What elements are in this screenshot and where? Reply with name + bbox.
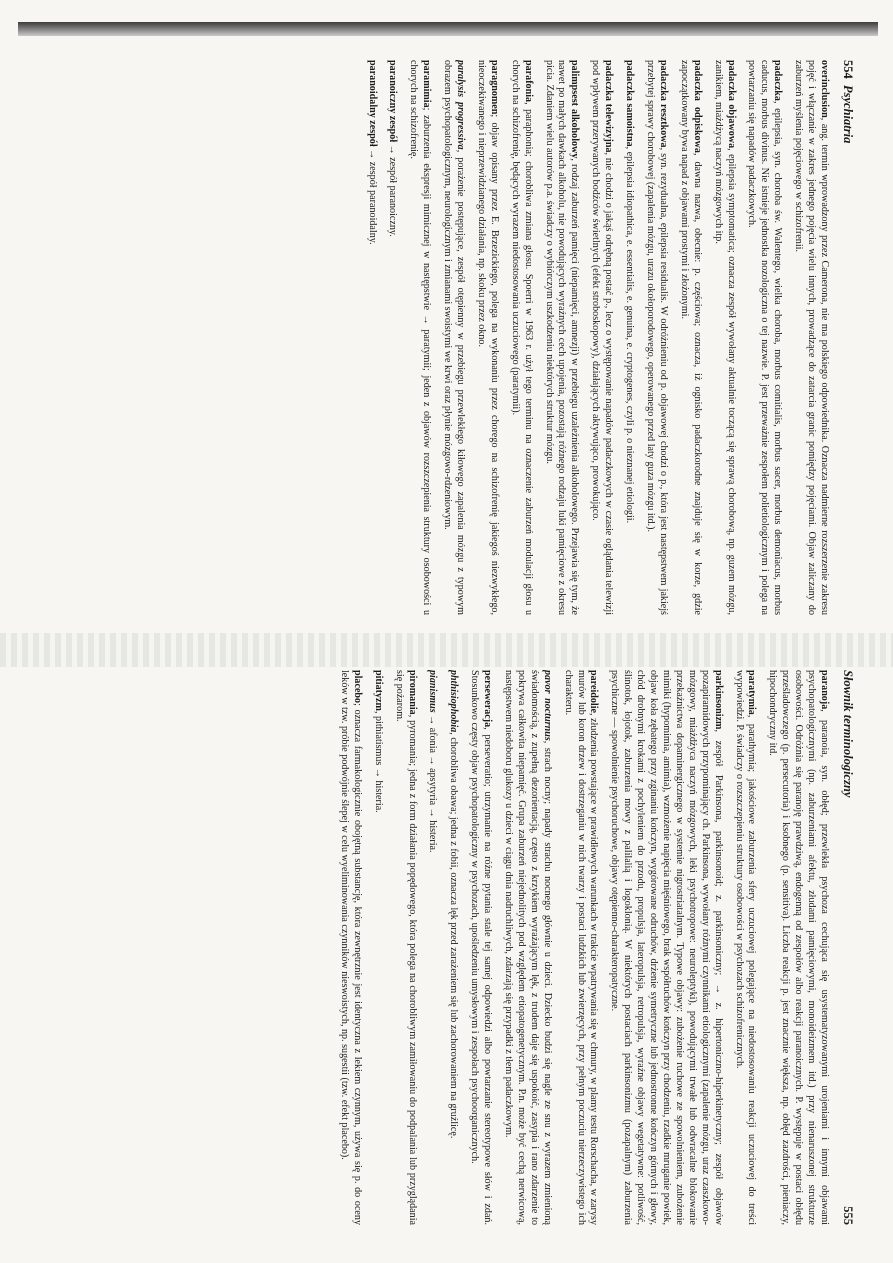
entry-definition: , złudzenia powstające w prawidłowych warunkach w trakcie wpatrywania się w chmury, w plamy testu Rorschacha, w zarysy murów lub koron drzew i dostrzeganiu w nich twarzy i postaci ludzkich lub zwierzęcych, przy pełnym poczuciu nierzeczywistego ich charakteru. bbox=[562, 670, 600, 1225]
entry-definition: , epilepsia symptomatica; oznacza zespół wywołany aktualnie toczącą się sprawą chorobową, np. guzem mózgu, zanikiem, miażdżycą naczyń mózgowych itp. bbox=[712, 60, 737, 615]
entry-term: piromania bbox=[406, 670, 418, 715]
entry-definition: ; oznacza farmakologicznie obojętną substancję, która zewnętrznie jest identyczna z lekiem czynnym, używa się p. do oceny leków w tzw. próbie podwójnie ślepej w celu wyeliminowania czynników nieswoistych, np. sugestii (tzw. efekt placebo). bbox=[338, 670, 363, 1225]
entry-definition: , nie chodzi o jakąś odrębną postać p., lecz o występowanie napadów padaczkowych w czasie oglądania telewizji pod wpływem przerywanych bodźców świetlnych (efekt stroboskopowy), działających aktywująco, prowokująco. bbox=[590, 60, 615, 615]
entry-definition: → afonia → apsytyria → histeria. bbox=[427, 712, 439, 853]
dictionary-entry bbox=[791, 60, 830, 615]
entry-term: paranoidalny zespół bbox=[366, 60, 378, 147]
dictionary-entry bbox=[608, 670, 724, 1225]
dictionary-entry bbox=[542, 60, 581, 615]
dictionary-entry bbox=[365, 60, 378, 615]
dictionary-entry bbox=[467, 670, 493, 1225]
dictionary-entry bbox=[745, 60, 784, 615]
entry-definition: , porażenie postępujące, zespół otępienny w przebiegu przewlekłego kiłowego zapalenia mózgu z typowym obrazem psychopatologicznym, neurologicznym i zmianami swoistymi we krwi oraz płynie mózgowo-rdzeniowym. bbox=[442, 60, 467, 615]
dictionary-entry bbox=[392, 670, 418, 1225]
dictionary-entry bbox=[711, 60, 737, 615]
dictionary-entry bbox=[371, 670, 384, 1225]
entry-term: padaczka samoistna bbox=[624, 60, 636, 147]
dictionary-entry bbox=[588, 60, 614, 615]
left-running-title: Psychiatria bbox=[841, 85, 855, 144]
entry-term: padaczka resztkowa bbox=[657, 60, 669, 148]
entry-term: pareidolie bbox=[588, 670, 600, 713]
entry-term: perseweracja bbox=[482, 670, 494, 728]
dictionary-entry bbox=[337, 670, 363, 1225]
left-running-header bbox=[840, 60, 855, 615]
entry-term: parkinsonizm bbox=[712, 670, 724, 730]
entry-definition: ; objaw opisany przez E. Brzezickiego, polega na wykonaniu przez chorego na schizofrenię jakiegoś niezwykłego, nieoczekiwanego i nieprzewidzianego działania, np. skoku przez okno. bbox=[475, 60, 500, 615]
dictionary-entry bbox=[426, 670, 439, 1225]
entry-term: padaczka odpiskowa bbox=[691, 60, 703, 153]
dictionary-entry bbox=[732, 670, 758, 1225]
entry-term: padaczka telewizyjna bbox=[603, 60, 615, 153]
right-page-number: 555 bbox=[841, 1206, 855, 1225]
right-running-title: Słownik terminologiczny bbox=[841, 670, 855, 798]
entry-definition: , paraphonia; chorobliwa zmiana głosu. Spoerri w 1963 r. użył tego terminu na oznaczenie zaburzeń modulacji głosu u chorych na schizofrenię, będących wyrazem niedostosowania uczuciowego (paratymii). bbox=[509, 60, 534, 615]
entry-term: padaczka objawowa bbox=[725, 60, 737, 149]
entry-definition: , rodzaj zaburzeń pamięci (niepamięci, amnezji) w przebiegu uzależnienia alkoholowego. Przejawia się tym, że nawet po małych dawkach alkoholu, nie powodujących wyraźnych cech upojenia, pozostają różnego rodzaju luki pamięciowe z okresu picia. Zdaniem wielu autorów p.a. świadczy o wybiórczym uszkodzeniu niektórych struktur mózgu. bbox=[543, 60, 581, 615]
dictionary-entry bbox=[643, 60, 669, 615]
entry-definition: , strach nocny; napady strachu nocnego głównie u dzieci. Dziecko budzi się nagle ze snu z wyrazem zmienioną świadomością, z zupełną dezorientacją, często z krzykiem wyrażającym lęk, z trudem daje się uspokoić, zasypia i rano zdarzenie to pokrywa całkowita niepamięć. Grupa zaburzeń niejednolitych pod względem etiopatogenetycznym. P.n. może być cechą nerwicową, następstwem niedoboru glukozy u dzieci w ciągu dnia nadruchliwych, zdarzają się przypadki z tłem padaczkowym. bbox=[503, 670, 553, 1225]
entry-definition: , zespół Parkinsona, parkinsonoid; z. parkinsoniczny; → z. hipertoniczno-hiperkinetyczny; zespół objawów pozapiramidowych przypominający ch. Parkinsona, wywołany różnymi czynnikami etiologicznymi (zapalenie mózgu, uraz czaszkowo-mózgowy, miażdżyca naczyń mózgowych, leki psychotropowe: neuroleptyki), powodującymi trwałe lub odwracalne blokowanie przekaźnictwa dopaminergicznego w systemie nigrostriatalnym. Typowe objawy: zubożenie ruchowe ze spowolnieniem, zubożenie mimiki (hypomimia, amimia), wzmożenie napięcia mięśniowego, brak współruchów kończyn przy chodzeniu, rzadkie mruganie powiek, objaw koła zębatego przy zginaniu kończyn, wygórowane odruchów, drżenie symetryczne lub jednostronne kończyn górnych i głowy, chód drobnymi krokami z pochyleniem do przodu, propulsja, lateropulsja, retropulsja, wyraźne objawy wegetatywne: potliwość, ślinotok, łojotok, zaburzenia mowy z palilalią i logoklonią. W niektórych postaciach parkinsonizmu (pozapalnym) zaburzenia psychiczne — spowolnienie psychoruchowe, objawy otępienno-charakteropatyczne. bbox=[609, 670, 724, 1225]
entry-definition: , perseveratio; utrzymanie na różne pytania stale tej samej odpowiedzi albo powtarzanie stereotypowe słów i zdań. Stosunkowo częsty objaw psychopatologiczny w psychozach, upośledzeniu umysłowym i zespołach psychoorganicznych. bbox=[469, 670, 494, 1225]
entry-term: paratymia bbox=[746, 670, 758, 715]
entry-definition: → zespół paranoiczny. bbox=[387, 142, 399, 237]
entry-definition: , syn. rezydualna, epilepsia residualis. W odróżnieniu od p. objawowej chodzi o p., która jest następstwem jakiejś przebytej sprawy chorobowej (zapalenia mózgu, urazu okołoporodowego, operowanego przed laty guza mózgu itd.). bbox=[645, 60, 669, 615]
dictionary-entry bbox=[561, 670, 600, 1225]
dictionary-entry bbox=[446, 670, 459, 1225]
entry-term: pianismus bbox=[427, 670, 439, 713]
dictionary-entry bbox=[440, 60, 466, 615]
dictionary-entry bbox=[677, 60, 703, 615]
entry-term: paramimia bbox=[421, 60, 433, 108]
right-page bbox=[37, 670, 855, 1225]
entry-term: placebo bbox=[351, 670, 363, 704]
entry-term: parafonia bbox=[522, 60, 534, 103]
left-page-number: 554 bbox=[841, 60, 855, 79]
dictionary-entry bbox=[501, 670, 553, 1225]
entry-definition: , epilepsia idiopathica, e. essentialis, e. genuina, e. cryptogenes, czyli p. o nieznanej etiologii. bbox=[624, 146, 636, 524]
entry-definition: , paranoia, syn. obłęd; przewlekła psychoza cechująca się usystematyzowanymi urojeniami i innymi objawami psychopatologicznymi (np. zaburzeniami afektu, złudami pamięciowymi, monoideizmem itd.) przy nienaruszonej strukturze osobowości. Odróżnia się paranoję prawdziwą, endogenną od zespołów albo reakcji paranoicznych. P. występuje w postaci obłędu prześladowczego (p. persecutoria) i ksobnego (p. sensitiva). Liczba reakcji p. jest znacznie większa, np. obłęd zazdrości, pieniaczy, hipochondryczny itd. bbox=[767, 670, 830, 1225]
entry-definition: ; zaburzenia ekspresji mimicznej w następstwie → paratymii; jeden z objawów rozszczepienia struktury osobowości u chorych na schizofrenię. bbox=[408, 60, 433, 615]
dictionary-entry bbox=[406, 60, 432, 615]
entry-term: palimpsest alkoholowy bbox=[569, 60, 581, 159]
entry-term: pavor nocturnus bbox=[541, 670, 553, 741]
entry-term: paralysis progressiva bbox=[455, 60, 467, 150]
right-entry-list bbox=[337, 670, 830, 1225]
entry-term: paranoja bbox=[819, 670, 830, 710]
entry-definition: → zespół paranoidalny. bbox=[366, 146, 378, 245]
left-entry-list bbox=[365, 60, 830, 615]
dictionary-entry bbox=[622, 60, 635, 615]
entry-definition: , chorobliwa obawa; jedna z fobii, oznacza lęk przed zarażeniem się lub zachorowaniem na gruźlicę. bbox=[448, 732, 460, 1139]
entry-definition: , parathymia; jakościowe zaburzenia sfery uczuciowej polegające na niedostosowaniu reakcji uczuciowej do treści wypowiedzi. P. świadczy o rozszczepieniu struktury osobowości w psychozach schizofrenicznych. bbox=[733, 670, 758, 1225]
entry-term: phthisiophobia bbox=[448, 670, 460, 733]
entry-definition: , ang. termin wprowadzony przez Camerona, nie ma polskiego odpowiednika. Oznacza nadmierne rozszerzenie zakresu pojęć i włączanie w zakres jednego pojęcia wielu innych, prowadzące do zatarcia granic pomiędzy pojęciami. Objaw zaliczany do zaburzeń myślenia pojęciowego w schizofrenii. bbox=[793, 60, 830, 615]
entry-term: padaczka bbox=[772, 60, 784, 101]
dictionary-entry bbox=[508, 60, 534, 615]
entry-term: overinclusion bbox=[819, 60, 830, 118]
left-page bbox=[37, 60, 855, 615]
dictionary-entry bbox=[386, 60, 399, 615]
dictionary-entry bbox=[474, 60, 500, 615]
entry-term: paranoiczny zespół bbox=[387, 60, 399, 143]
right-running-header bbox=[840, 670, 855, 1225]
entry-term: paragnomen bbox=[488, 60, 500, 115]
entry-term: pitiatyzm bbox=[372, 670, 384, 711]
entry-definition: , pyromania; jedna z form działania popędowego, która polega na chorobliwym zamiłowaniu do podpalania lub przyglądania się pożarom. bbox=[393, 670, 418, 1225]
dictionary-entry bbox=[765, 670, 830, 1225]
entry-definition: , dawna nazwa, obecnie: p. częściowa; oznacza, iż ognisko padaczkorodne znajduje się w korze, gdzie zapoczątkowany bywa napad z objawami prostymi i złożonymi. bbox=[678, 60, 703, 615]
entry-definition: , pithiatismus → histeria. bbox=[372, 710, 384, 813]
entry-definition: , epilepsia, syn. choroba św. Walentego, wielka choroba, morbus comitialis, morbus sacer, morbus demoniacus, morbus caducus, morbus divinus. Nie istnieje jednostka nozologiczna o tej nazwie. P. jest przeważnie zespołem polietiologicznym i polega na powtarzaniu się napadów padaczkowych. bbox=[746, 60, 784, 615]
